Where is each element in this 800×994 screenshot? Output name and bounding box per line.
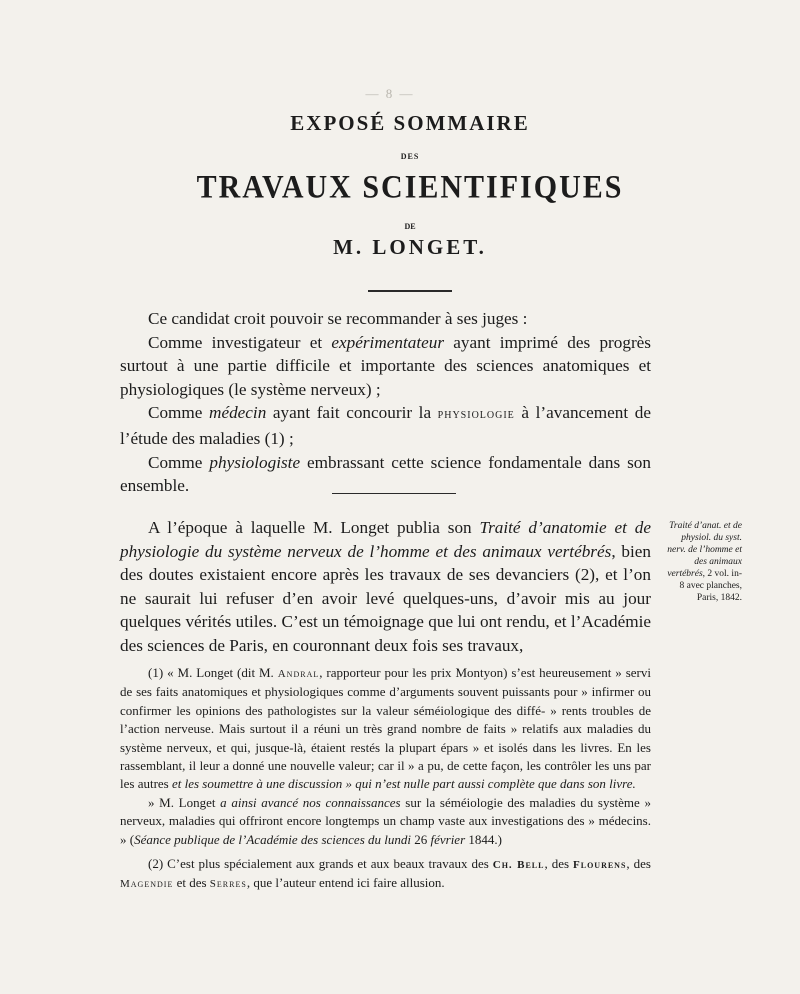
intro-paragraph — [120, 307, 651, 498]
title-rule — [368, 290, 452, 292]
footnotes — [120, 664, 651, 894]
title-de: DE — [404, 222, 416, 231]
title-des: DES — [400, 152, 420, 161]
author-name: M. LONGET. — [333, 235, 487, 259]
title-line-1: EXPOSÉ SOMMAIRE — [290, 111, 530, 135]
section-rule — [332, 493, 456, 494]
footnote-2: (2) C’est plus spécialement aux grands et aux beaux travaux des Ch. Bell, des Flourens, des Magendie et des Serres, que l’auteur entend ici faire allusion. — [120, 856, 651, 891]
intro-line-2: Comme investigateur et expérimentateur ayant imprimé des progrès surtout à une partie difficile et importante des sciences anatomiques et physiologiques (le système nerveux) ; — [120, 332, 651, 399]
intro-line-1: Ce candidat croit pouvoir se recommander à ses juges : — [148, 309, 528, 328]
main-paragraph: A l’époque à laquelle M. Longet publia son Traité d’anatomie et de physiologie du système nerveux de l’homme et des animaux vertébrés, bien des doutes existaient encore après les travaux de ses devanciers (2), et l’on ne saurait lui refuser d’en avoir levé quelques-uns, d’avoir mis au jour quelques vérités utiles. C’est un témoignage que lui ont rendu, et l’Académie des sciences de Paris, en couronnant deux fois ses travaux, — [120, 518, 652, 655]
footnote-1: (1) « M. Longet (dit M. Andral, rapporteur pour les prix Montyon) s’est heureusement » servi de ses faits anatomiques et physiologiques comme d’arguments souvent puissants pour » infirmer ou confirmer les opinions des pathologistes sur la valeur séméiologique des diffé- » rents troubles de l’action nerveuse. Mais surtout il a réuni un très grand nombre de faits » relatifs aux maladies du système nerveux, et qui, jusque-là, étaient restés la plupart épars » et isolés dans les livres. En les rassemblant, il leur a donné une nouvelle valeur; car il » a pu, de cette façon, les contrôler les uns par les autres et les soumettre à une discussion » qui n’est nulle part aussi complète que dans son livre. — [120, 665, 651, 792]
footnote-1-cont: » M. Longet a ainsi avancé nos connaissances sur la séméiologie des maladies du système » nerveux, maladies qui offriront encore longtemps un champ vaste aux investigations des » médecins. » (Séance publique de l’Académie des sciences du lundi 26 février 1844.) — [120, 794, 651, 847]
margin-note: Traité d’anat. et de physiol. du syst. nerv. de l’homme et des animaux vertébrés, 2 vol. in-8 avec planches, Paris, 1842. — [667, 521, 742, 603]
page-number: — 8 — — [365, 86, 415, 101]
title-line-2: TRAVAUX SCIENTIFIQUES — [196, 169, 624, 206]
intro-line-4: Comme physiologiste embrassant cette science fondamentale dans son ensemble. — [120, 452, 651, 496]
intro-line-3: Comme médecin ayant fait concourir la physiologie à l’avancement de l’étude des maladies (1) ; — [120, 403, 651, 448]
